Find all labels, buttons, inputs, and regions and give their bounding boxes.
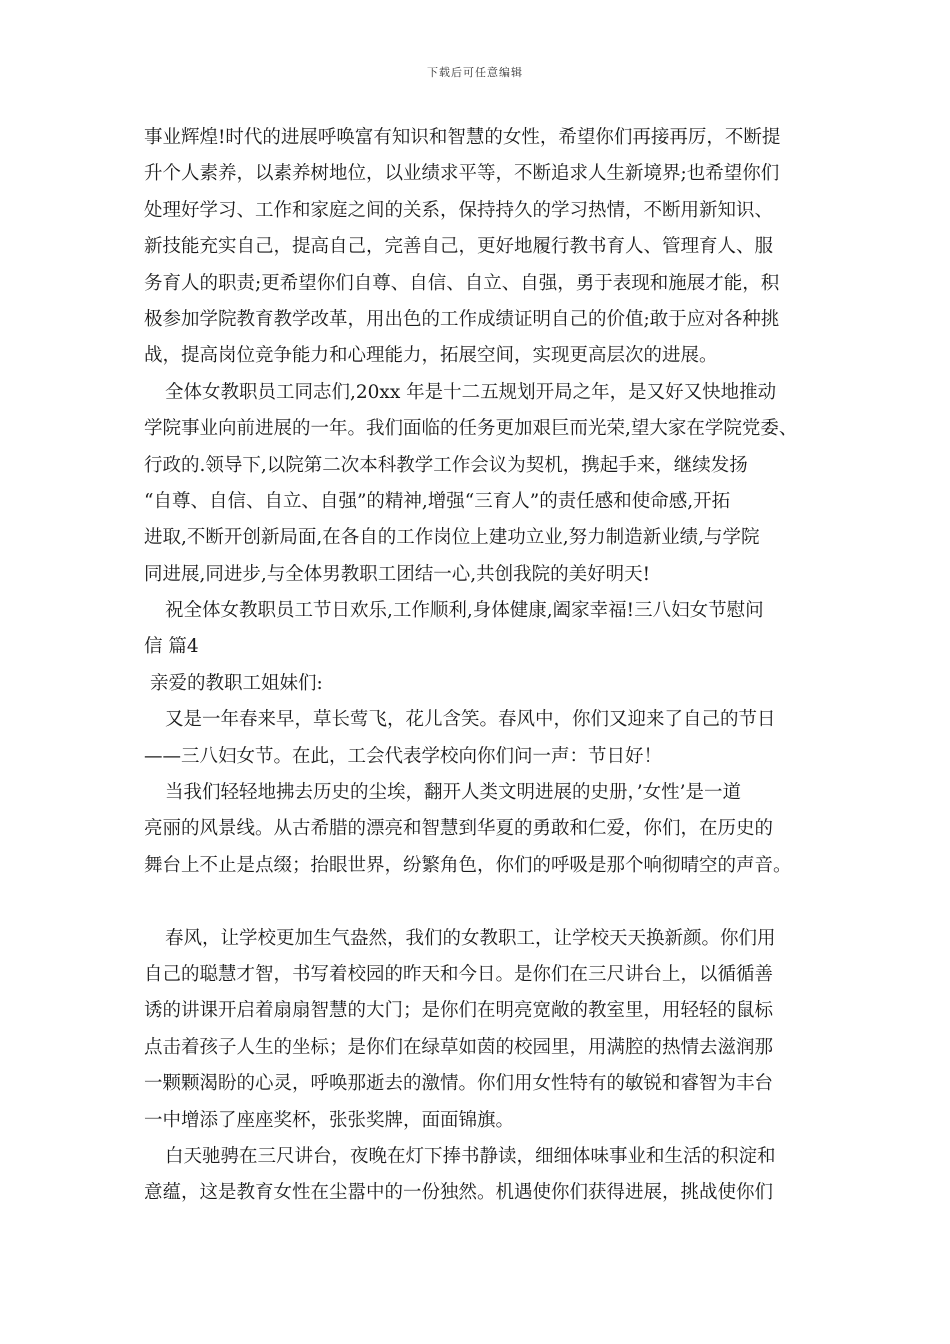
blank-line xyxy=(144,884,824,920)
text-line: 祝全体女教职员工节日欢乐,工作顺利,身体健康,阖家幸福!三八妇女节慰问 xyxy=(165,600,764,622)
text-line: 新技能充实自己，提高自己，完善自己，更好地履行教书育人、管理育人、服 xyxy=(144,236,774,258)
document-body xyxy=(144,120,824,1212)
text-line: 同进展,同进步,与全体男教职工团结一心,共创我院的美好明天! xyxy=(144,563,651,585)
page-header: 下载后可任意编辑 xyxy=(427,66,523,79)
text-line: 行政的.领导下,以院第二次本科教学工作会议为契机，携起手来，继续发扬 xyxy=(144,454,748,476)
text-line: 信 篇4 xyxy=(144,636,199,658)
text-line: 亲爱的教职工姐妹们: xyxy=(150,672,323,694)
text-line: 一中增添了座座奖杯，张张奖牌，面面锦旗。 xyxy=(144,1109,515,1131)
text-line: ——三八妇女节。在此，工会代表学校向你们问一声：节日好！ xyxy=(144,745,663,767)
text-line: 进取,不断开创新局面,在各自的工作岗位上建功立业,努力制造新业绩,与学院 xyxy=(144,527,760,549)
text-line: 战，提高岗位竞争能力和心理能力，拓展空间，实现更高层次的进展。 xyxy=(144,345,718,367)
text-line: 事业辉煌!时代的进展呼唤富有知识和智慧的女性，希望你们再接再厉，不断提 xyxy=(144,127,781,148)
text-line: 极参加学院教育教学改革，用出色的工作成绩证明自己的价值;敢于应对各种挑 xyxy=(144,308,780,330)
text-line: 一颗颗渴盼的心灵，呼唤那逝去的激情。你们用女性特有的敏锐和睿智为丰台 xyxy=(144,1073,774,1095)
text-line: 自己的聪慧才智，书写着校园的昨天和今日。是你们在三尺讲台上，以循循善 xyxy=(144,963,774,985)
text-line: 诱的讲课开启着扇扇智慧的大门；是你们在明亮宽敞的教室里，用轻轻的鼠标 xyxy=(144,1000,774,1022)
text-line: 意蕴，这是教育女性在尘嚣中的一份独然。机遇使你们获得进展，挑战使你们 xyxy=(144,1182,774,1204)
text-line: 升个人素养，以素养树地位，以业绩求平等，不断追求人生新境界;也希望你们 xyxy=(144,163,780,185)
text-line: 点击着孩子人生的坐标；是你们在绿草如茵的校园里，用满腔的热情去滋润那 xyxy=(144,1036,774,1058)
text-line: 亮丽的风景线。从古希腊的漂亮和智慧到华夏的勇敢和仁爱，你们，在历史的 xyxy=(144,818,774,840)
text-line: “自尊、自信、自立、自强”的精神,增强“三育人”的责任感和使命感,开拓 xyxy=(144,490,731,512)
text-line: 处理好学习、工作和家庭之间的关系，保持持久的学习热情，不断用新知识、 xyxy=(144,199,774,221)
text-line: 舞台上不止是点缀；抬眼世界，纷繁角色，你们的呼吸是那个响彻晴空的声音。 xyxy=(144,854,792,876)
text-line: 又是一年春来早，草长莺飞，花儿含笑。春风中，你们又迎来了自己的节日 xyxy=(165,709,776,731)
text-line: 学院事业向前进展的一年。我们面临的任务更加艰巨而光荣,望大家在学院党委、 xyxy=(144,418,798,440)
text-line: 白天驰骋在三尺讲台，夜晚在灯下捧书静读，细细体味事业和生活的积淀和 xyxy=(165,1145,776,1167)
text-line: 当我们轻轻地拂去历史的尘埃，翻开人类文明进展的史册，’女性’是一道 xyxy=(165,782,742,804)
text-line: 春风，让学校更加生气盎然，我们的女教职工，让学校天天换新颜。你们用 xyxy=(165,927,776,949)
text-line: 务育人的职责;更希望你们自尊、自信、自立、自强，勇于表现和施展才能，积 xyxy=(144,272,780,294)
text-line: 全体女教职员工同志们,20xx 年是十二五规划开局之年，是又好又快地推动 xyxy=(165,381,777,403)
